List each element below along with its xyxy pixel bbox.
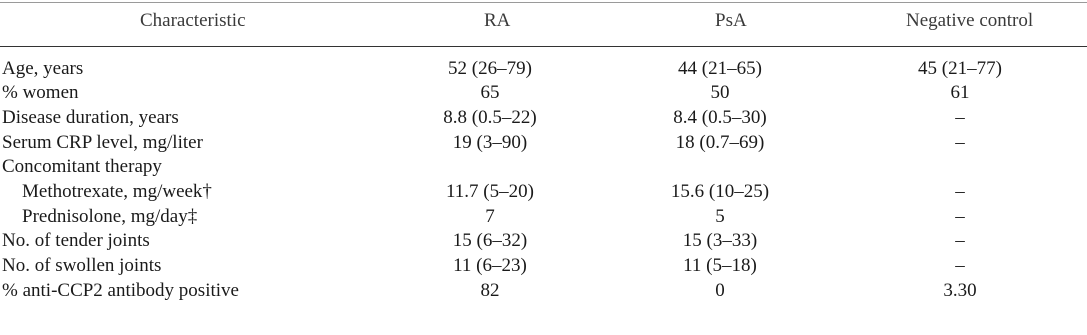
table-row [0, 254, 1087, 278]
ra-value: 11 (6–23) [453, 255, 527, 276]
header-ra: RA [484, 10, 511, 31]
table-top-rule [0, 2, 1087, 3]
negative-control-value: – [955, 107, 965, 128]
negative-control-value: 3.30 [943, 280, 977, 301]
psa-value: 15 (3–33) [682, 230, 758, 251]
psa-value: 11 (5–18) [683, 255, 757, 276]
negative-control-value: 61 [950, 82, 970, 103]
negative-control-value: – [955, 132, 965, 153]
negative-control-value: – [955, 230, 965, 251]
psa-value: 8.4 (0.5–30) [673, 107, 767, 128]
row-label: % anti-CCP2 antibody positive [2, 280, 239, 301]
psa-value: 5 [715, 206, 725, 227]
ra-value: 8.8 (0.5–22) [443, 107, 537, 128]
row-label: Serum CRP level, mg/liter [2, 132, 203, 153]
header-psa: PsA [715, 10, 747, 31]
psa-value: 44 (21–65) [678, 58, 762, 79]
table-row [0, 205, 1087, 229]
row-label: Prednisolone, mg/day‡ [22, 206, 198, 227]
psa-value: 15.6 (10–25) [670, 181, 770, 202]
table-row [0, 279, 1087, 303]
table-header-rule [0, 46, 1087, 47]
row-label: Age, years [2, 58, 84, 79]
table-row [0, 155, 1087, 179]
ra-value: 65 [480, 82, 500, 103]
row-label: Disease duration, years [2, 107, 179, 128]
row-label: % women [2, 82, 79, 103]
ra-value: 19 (3–90) [452, 132, 528, 153]
header-negative-control: Negative control [906, 10, 1034, 31]
header-characteristic: Characteristic [140, 10, 246, 31]
psa-value: 50 [710, 82, 730, 103]
ra-value: 7 [485, 206, 495, 227]
table-row [0, 180, 1087, 204]
negative-control-value: – [955, 181, 965, 202]
ra-value: 15 (6–32) [452, 230, 528, 251]
table-row [0, 229, 1087, 253]
ra-value: 11.7 (5–20) [446, 181, 534, 202]
row-label: Methotrexate, mg/week† [22, 181, 212, 202]
negative-control-value: 45 (21–77) [918, 58, 1002, 79]
table-row [0, 57, 1087, 81]
row-label: No. of tender joints [2, 230, 150, 251]
ra-value: 82 [480, 280, 500, 301]
negative-control-value: – [955, 206, 965, 227]
negative-control-value: – [955, 255, 965, 276]
psa-value: 18 (0.7–69) [675, 132, 765, 153]
table-row [0, 106, 1087, 130]
table-row [0, 81, 1087, 105]
table-row [0, 131, 1087, 155]
row-label: Concomitant therapy [2, 156, 162, 177]
ra-value: 52 (26–79) [448, 58, 532, 79]
psa-value: 0 [715, 280, 725, 301]
row-label: No. of swollen joints [2, 255, 162, 276]
